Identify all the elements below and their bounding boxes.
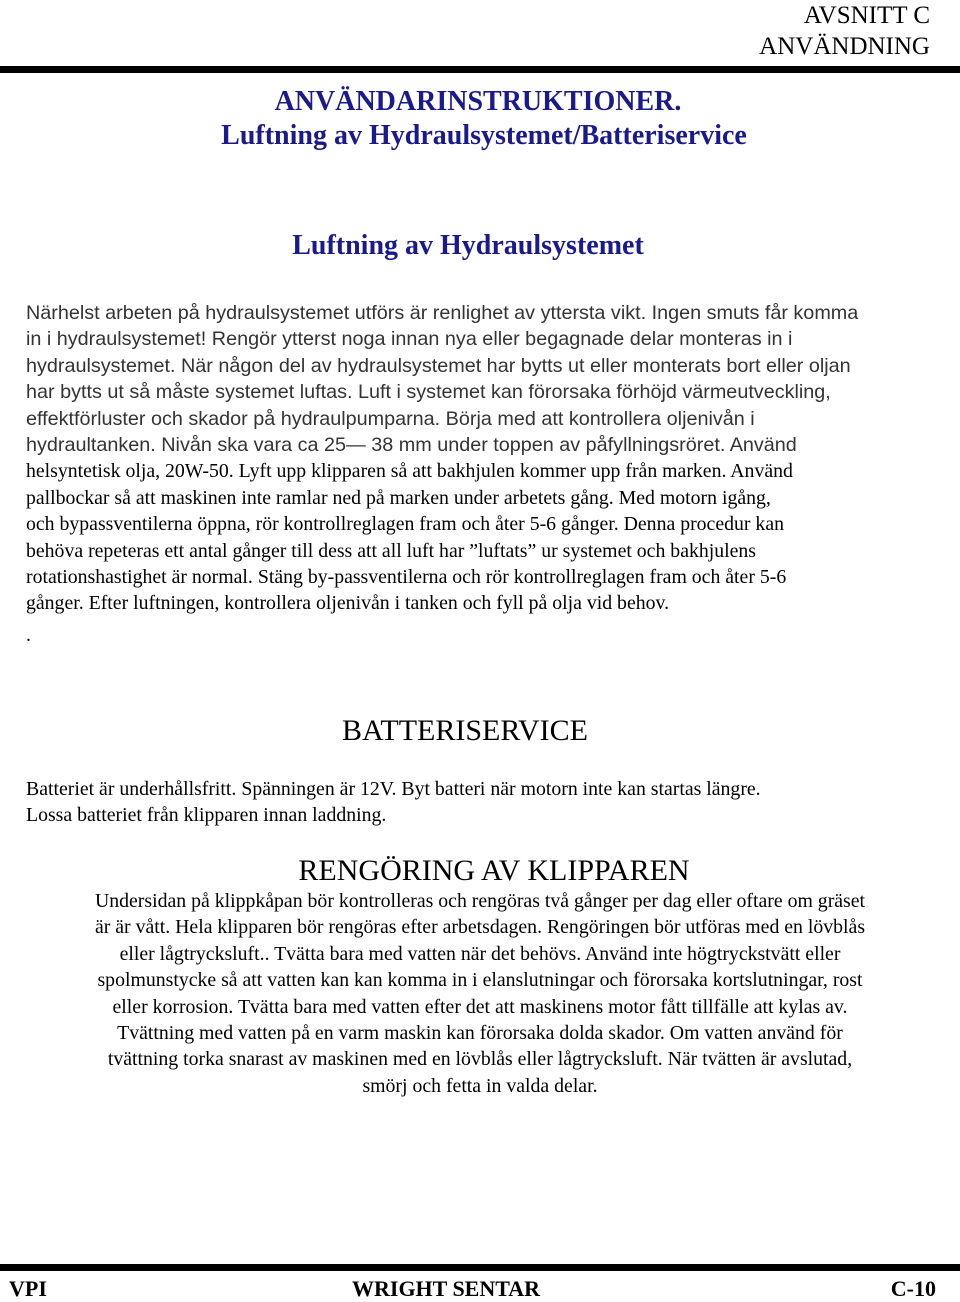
paragraph-line: effektförluster och skador på hydraulpumparna. Börja med att kontrollera oljenivån i	[26, 407, 755, 430]
paragraph-line: tvättning torka snarast av maskinen med en lövblås eller lågtrycksluft. När tvätten är avslutad,	[107, 1048, 853, 1071]
section-label: AVSNITT C	[803, 2, 930, 29]
paragraph-line: eller lågtrycksluft.. Tvätta bara med vatten när det behövs. Använd inte högtryckstvätt eller	[119, 942, 841, 965]
top-rule	[0, 66, 960, 73]
page-title: ANVÄNDARINSTRUKTIONER.	[274, 86, 682, 117]
paragraph-line: rotationshastighet är normal. Stäng by-passventilerna och rör kontrollreglagen fram och åter 5-6	[26, 566, 787, 589]
page-subtitle: Luftning av Hydraulsystemet/Batteriservice	[221, 120, 747, 151]
paragraph-line: eller korrosion. Tvätta bara med vatten efter det att maskinens motor fått tillfälle att kylas av.	[112, 995, 848, 1018]
footer-left: VPI	[9, 1276, 47, 1301]
paragraph-line: Lossa batteriet från klipparen innan laddning.	[26, 804, 387, 827]
battery-heading: BATTERISERVICE	[342, 714, 588, 747]
paragraph-line: spolmunstycke så att vatten kan kan komma in i elanslutningar och förorsaka kortslutningar, rost	[97, 969, 863, 992]
paragraph-line: hydraulsystemet. När någon del av hydraulsystemet har bytts ut eller monterats bort eller oljan	[26, 354, 851, 377]
paragraph-line: Batteriet är underhållsfritt. Spänningen är 12V. Byt batteri när motorn inte kan startas längre.	[26, 778, 761, 800]
paragraph-line: Undersidan på klippkåpan bör kontrolleras och rengöras två gånger per dag eller oftare om gräset	[94, 890, 866, 912]
section-tag	[759, 0, 930, 62]
paragraph-line: har bytts ut så måste systemet luftas. Luft i systemet kan förorsaka förhöjd värmeutveckling,	[26, 381, 831, 404]
paragraph-line: hydraultanken. Nivån ska vara ca 25— 38 mm under toppen av påfyllningsröret. Använd	[26, 434, 797, 457]
paragraph-line: Tvättning med vatten på en varm maskin kan förorsaka dolda skador. Om vatten använd för	[117, 1022, 843, 1045]
hydraulic-heading: Luftning av Hydraulsystemet	[292, 230, 644, 261]
page-number: C-10	[890, 1276, 936, 1301]
paragraph-line: och bypassventilerna öppna, rör kontrollreglagen fram och åter 5-6 gånger. Denna procedur kan	[26, 513, 784, 536]
cleaning-heading: RENGÖRING AV KLIPPAREN	[298, 854, 690, 887]
trailing-dot: .	[26, 624, 31, 646]
paragraph-line: är är vått. Hela klipparen bör rengöras efter arbetsdagen. Rengöringen bör utföras med en lövblås	[94, 916, 866, 939]
paragraph-line: pallbockar så att maskinen inte ramlar ned på marken under arbetets gång. Med motorn igång,	[26, 486, 771, 509]
section-name: ANVÄNDNING	[759, 33, 930, 60]
hydraulic-paragraph	[26, 300, 938, 617]
cleaning-paragraph	[12, 888, 948, 1099]
paragraph-line: gånger. Efter luftningen, kontrollera oljenivån i tanken och fyll på olja vid behov.	[26, 592, 670, 615]
paragraph-line: smörj och fetta in valda delar.	[362, 1074, 598, 1097]
paragraph-line: helsyntetisk olja, 20W-50. Lyft upp klipparen så att bakhjulen kommer upp från marken. Använd	[26, 460, 793, 483]
battery-paragraph	[26, 776, 938, 829]
paragraph-line: Närhelst arbeten på hydraulsystemet utförs är renlighet av yttersta vikt. Ingen smuts får komma	[26, 302, 859, 324]
paragraph-line: in i hydraulsystemet! Rengör ytterst noga innan nya eller begagnade delar monteras in i	[26, 328, 793, 351]
paragraph-line: behöva repeteras ett antal gånger till dess att all luft har ”luftats” ur systemet och bakhjulens	[26, 539, 757, 562]
footer-center: WRIGHT SENTAR	[352, 1276, 541, 1301]
bottom-rule	[0, 1264, 960, 1271]
